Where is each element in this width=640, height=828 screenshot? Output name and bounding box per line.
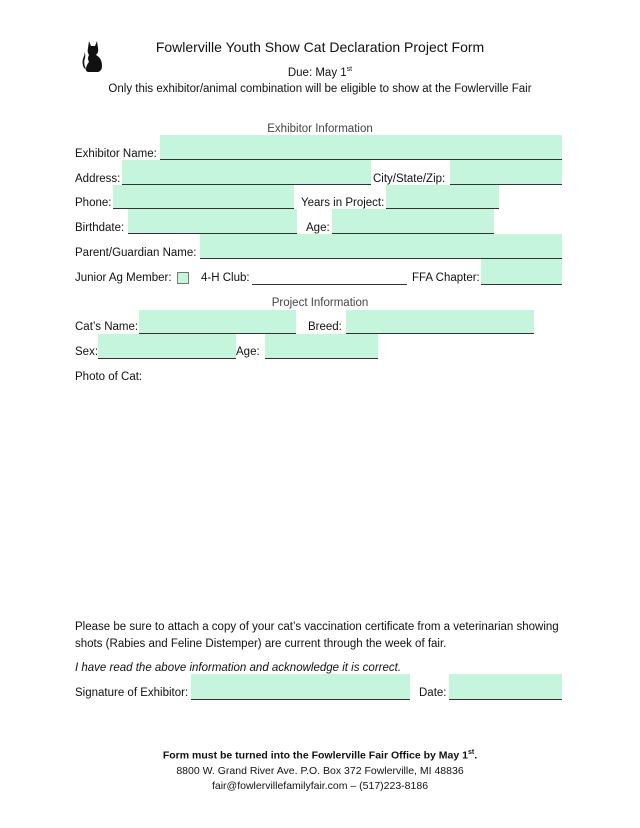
footer-address: 8800 W. Grand River Ave. P.O. Box 372 Fowlerville, MI 48836 (176, 765, 464, 777)
due-date (0, 66, 640, 79)
date-field[interactable] (449, 674, 562, 700)
date-label: Date: (419, 687, 447, 699)
signature-field[interactable] (191, 674, 410, 700)
4h-club-field[interactable] (252, 259, 407, 285)
ffa-chapter-label: FFA Chapter: (412, 272, 480, 284)
due-sup: st (346, 66, 353, 73)
project-section-heading: Project Information (271, 297, 369, 309)
city-state-zip-label: City/State/Zip: (373, 173, 446, 185)
sex-field[interactable] (98, 334, 236, 359)
cat-age-field[interactable] (265, 334, 378, 359)
breed-field[interactable] (346, 310, 534, 334)
parent-guardian-label: Parent/Guardian Name: (75, 247, 197, 259)
birthdate-field[interactable] (128, 209, 297, 234)
footer-turn-in-sup: st (467, 749, 475, 756)
years-in-project-label: Years in Project: (301, 197, 385, 209)
address-field[interactable] (122, 160, 371, 185)
footer-turn-in-text: Form must be turned into the Fowlerville Fair Office by May 1 (162, 749, 468, 762)
footer-turn-in (0, 749, 640, 762)
exhibitor-section-heading: Exhibitor Information (267, 123, 373, 135)
phone-field[interactable] (113, 185, 294, 209)
exhibitor-name-label: Exhibitor Name: (75, 148, 157, 160)
photo-area[interactable] (75, 388, 562, 610)
birthdate-label: Birthdate: (75, 222, 125, 234)
page-title: Fowlerville Youth Show Cat Declaration Project Form (155, 39, 485, 55)
signature-label: Signature of Exhibitor: (75, 687, 189, 699)
vaccination-notice-line2: shots (Rabies and Feline Distemper) are current through the week of fair. (75, 638, 447, 650)
4h-club-label: 4-H Club: (201, 272, 250, 284)
sex-label: Sex: (75, 346, 99, 358)
exhibitor-age-label: Age: (306, 222, 330, 234)
photo-label: Photo of Cat: (75, 371, 143, 383)
eligibility-note: Only this exhibitor/animal combination will be eligible to show at the Fowlerville Fair (108, 83, 532, 95)
vaccination-notice-line1: Please be sure to attach a copy of your cat’s vaccination certificate from a veterinarian showing (75, 621, 559, 633)
cat-age-label: Age: (236, 346, 260, 358)
ffa-chapter-field[interactable] (481, 259, 562, 285)
years-in-project-field[interactable] (386, 185, 499, 209)
address-label: Address: (75, 173, 121, 185)
footer-turn-in-end: . (474, 749, 478, 762)
cat-name-field[interactable] (139, 310, 296, 334)
exhibitor-name-field[interactable] (160, 135, 562, 160)
exhibitor-age-field[interactable] (332, 209, 494, 234)
due-text: Due: May 1 (287, 66, 347, 79)
acknowledgement: I have read the above information and acknowledge it is correct. (75, 662, 402, 674)
breed-label: Breed: (308, 321, 342, 333)
footer-contact: fair@fowlervillefamilyfair.com – (517)223-8186 (211, 780, 429, 792)
phone-label: Phone: (75, 197, 112, 209)
junior-ag-checkbox[interactable] (177, 272, 189, 284)
parent-guardian-field[interactable] (200, 234, 562, 259)
cat-name-label: Cat’s Name: (75, 321, 139, 333)
city-state-zip-field[interactable] (450, 160, 562, 185)
junior-ag-label: Junior Ag Member: (75, 272, 172, 284)
